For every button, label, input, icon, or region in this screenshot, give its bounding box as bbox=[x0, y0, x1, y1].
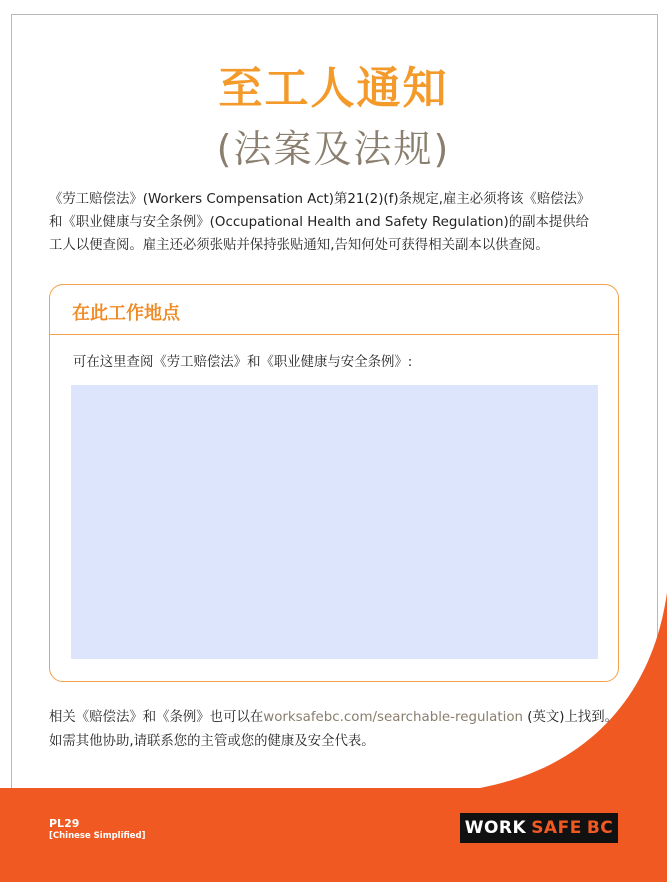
location-fill-area[interactable] bbox=[71, 385, 598, 659]
footer-suffix: (英文)上找到。 bbox=[523, 710, 619, 725]
regulation-link[interactable]: worksafebc.com/searchable-regulation bbox=[263, 710, 524, 725]
logo-safe: SAFE bbox=[531, 818, 582, 838]
workplace-box bbox=[49, 284, 619, 682]
intro-paragraph bbox=[49, 188, 624, 257]
intro-line: 工人以便查阅。雇主还必须张贴并保持张贴通知,告知何处可获得相关副本以供查阅。 bbox=[49, 238, 549, 253]
logo-work: WORK bbox=[464, 818, 527, 838]
box-heading: 在此工作地点 bbox=[72, 303, 180, 324]
form-language: [Chinese Simplified] bbox=[49, 831, 146, 841]
box-divider bbox=[50, 334, 618, 335]
worksafebc-logo bbox=[460, 813, 618, 843]
page-subtitle: (法案及法规) bbox=[216, 127, 451, 171]
footer-prefix: 相关《赔偿法》和《条例》也可以在 bbox=[49, 710, 264, 725]
logo-bc: BC bbox=[586, 818, 614, 838]
footer-line-1 bbox=[49, 706, 629, 730]
footer-note bbox=[49, 706, 629, 754]
form-code: PL29 bbox=[49, 817, 80, 830]
intro-line: 《劳工赔偿法》(Workers Compensation Act)第21(2)(f)条规定,雇主必须将该《赔偿法》 bbox=[49, 192, 591, 207]
box-instruction: 可在这里查阅《劳工赔偿法》和《职业健康与安全条例》: bbox=[73, 355, 413, 370]
intro-line: 和《职业健康与安全条例》(Occupational Health and Safety Regulation)的副本提供给 bbox=[49, 215, 590, 230]
footer-line-2: 如需其他协助,请联系您的主管或您的健康及安全代表。 bbox=[49, 734, 375, 749]
page-title: 至工人通知 bbox=[218, 63, 449, 114]
form-code-block bbox=[49, 818, 146, 842]
